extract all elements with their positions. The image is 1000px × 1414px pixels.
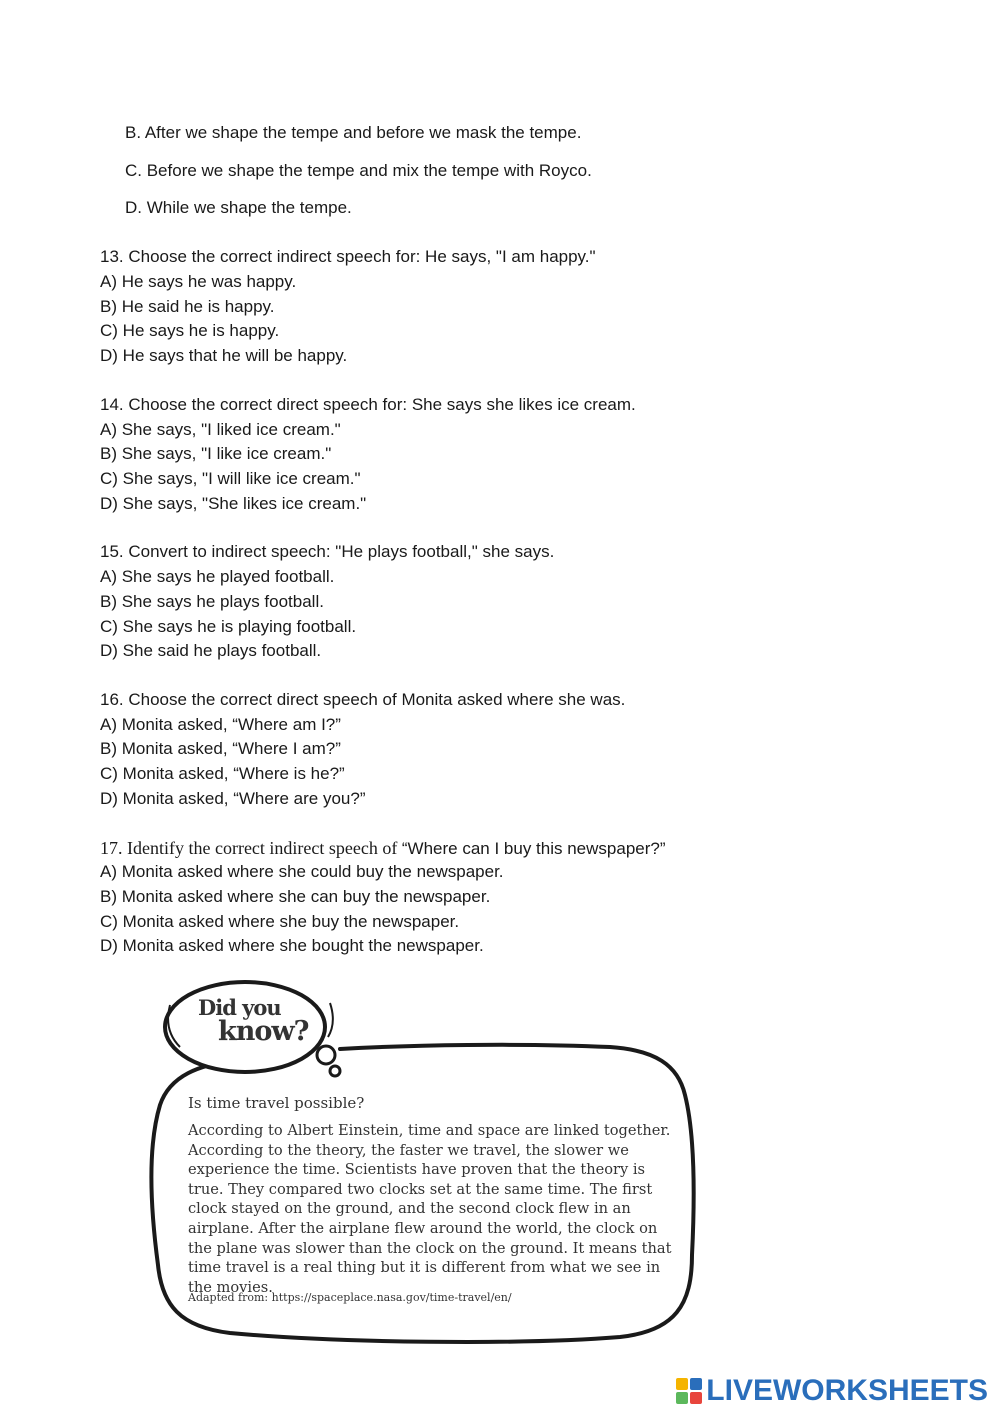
q13-option-b: B) He said he is happy. xyxy=(100,297,275,316)
q13-option-c: C) He says he is happy. xyxy=(100,321,280,340)
q16-option-b: B) Monita asked, “Where I am?” xyxy=(100,739,341,758)
callout-title-line1: Did you xyxy=(198,995,281,1020)
thought-bubble-swoosh xyxy=(328,1003,333,1037)
q13-option-d: D) He says that he will be happy. xyxy=(100,346,348,365)
q17-option-a: A) Monita asked where she could buy the newspaper. xyxy=(100,862,504,881)
question-15: 15. Convert to indirect speech: "He plays football," she says. xyxy=(100,542,555,561)
prev-option-b: B. After we shape the tempe and before we mask the tempe. xyxy=(125,123,582,142)
liveworksheets-logo xyxy=(676,1374,988,1408)
callout-source: Adapted from: https://spaceplace.nasa.gov/time-travel/en/ xyxy=(188,1291,512,1304)
question-17-quote: “Where can I buy this newspaper?” xyxy=(401,839,666,858)
thought-dot-large xyxy=(317,1046,335,1064)
q14-option-d: D) She says, "She likes ice cream." xyxy=(100,494,367,513)
q16-option-c: C) Monita asked, “Where is he?” xyxy=(100,764,345,783)
q15-option-d: D) She said he plays football. xyxy=(100,641,322,660)
q14-option-c: C) She says, "I will like ice cream." xyxy=(100,469,361,488)
q14-option-b: B) She says, "I like ice cream." xyxy=(100,444,332,463)
callout-title-line2: know? xyxy=(218,1016,309,1047)
question-14: 14. Choose the correct direct speech for: She says she likes ice cream. xyxy=(100,395,636,414)
q14-option-a: A) She says, "I liked ice cream." xyxy=(100,420,341,439)
q16-option-a: A) Monita asked, “Where am I?” xyxy=(100,715,341,734)
thought-dot-small xyxy=(330,1066,340,1076)
q15-option-b: B) She says he plays football. xyxy=(100,592,324,611)
question-16: 16. Choose the correct direct speech of Monita asked where she was. xyxy=(100,690,626,709)
q17-option-c: C) Monita asked where she buy the newspaper. xyxy=(100,912,460,931)
callout-question: Is time travel possible? xyxy=(188,1094,365,1112)
callout-body: According to Albert Einstein, time and space are linked together. According to the theory, the faster we travel, the slower we experience the time. Scientists have proven that the theory is true. They compared two clocks set at the same time. The first clock stayed on the ground, and the second clock flew in an airplane. After the airplane flew around the world, the clock on the plane was slower than the clock on the ground. It means that time travel is a real thing but it is different from what we see in the movies. xyxy=(188,1122,672,1296)
question-13: 13. Choose the correct indirect speech for: He says, "I am happy." xyxy=(100,247,596,266)
logo-text: LIVEWORKSHEETS xyxy=(706,1374,988,1407)
q13-option-a: A) He says he was happy. xyxy=(100,272,297,291)
q16-option-d: D) Monita asked, “Where are you?” xyxy=(100,789,366,808)
q15-option-a: A) She says he played football. xyxy=(100,567,335,586)
logo-mark-icon xyxy=(676,1378,702,1404)
question-17-prefix: 17. Identify the correct indirect speech of xyxy=(100,838,402,858)
q15-option-c: C) She says he is playing football. xyxy=(100,617,357,636)
q17-option-d: D) Monita asked where she bought the newspaper. xyxy=(100,936,484,955)
prev-option-c: C. Before we shape the tempe and mix the tempe with Royco. xyxy=(125,161,592,180)
question-17 xyxy=(100,837,666,860)
prev-option-d: D. While we shape the tempe. xyxy=(125,198,352,217)
q17-option-b: B) Monita asked where she can buy the newspaper. xyxy=(100,887,491,906)
